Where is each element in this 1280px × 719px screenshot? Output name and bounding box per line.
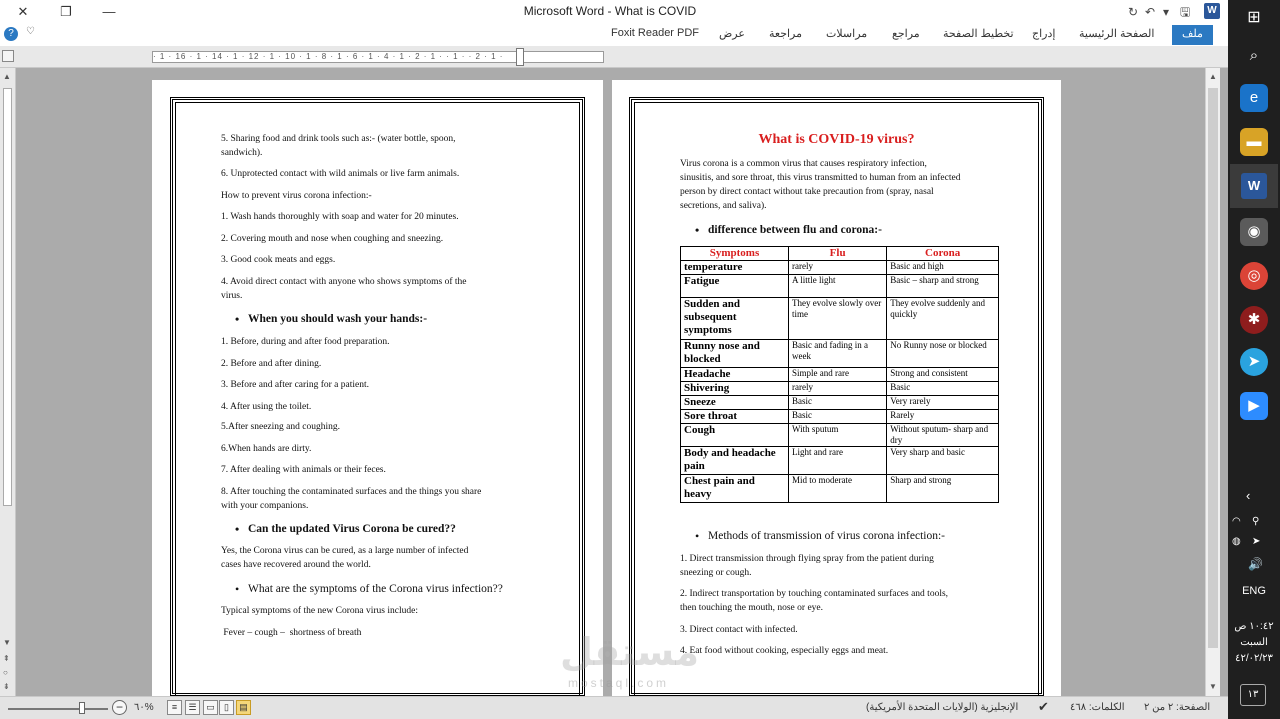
symptom-cell: Runny nose and blocked bbox=[681, 340, 789, 368]
bluetooth-icon[interactable]: ⚲ bbox=[1252, 516, 1260, 527]
vertical-ruler bbox=[0, 68, 16, 696]
table-row bbox=[681, 424, 999, 447]
text-line: cases have recovered around the world. bbox=[221, 560, 371, 570]
volume-icon[interactable]: 🔊 bbox=[1248, 557, 1263, 571]
minimize-icon[interactable]: — bbox=[102, 4, 116, 19]
file-explorer-icon[interactable]: ▬ bbox=[1240, 128, 1268, 156]
flu-cell: Simple and rare bbox=[789, 368, 887, 382]
ribbon-tabs bbox=[0, 24, 1228, 46]
corona-cell: Without sputum- sharp and dry bbox=[887, 424, 999, 447]
full-screen-reading-icon[interactable]: ▯ bbox=[219, 700, 234, 715]
clock-time[interactable]: ١٠:٤٢ ص bbox=[1234, 621, 1274, 632]
network-icon[interactable]: ◠ bbox=[1232, 516, 1241, 527]
heading-difference: • difference between flu and corona:- bbox=[708, 223, 882, 237]
tab-view[interactable]: عرض bbox=[719, 28, 745, 40]
tab-review[interactable]: مراجعة bbox=[769, 28, 803, 40]
tray-chrome-icon[interactable]: ◍ bbox=[1232, 536, 1241, 547]
corona-cell: Basic bbox=[887, 382, 999, 396]
scroll-up-icon[interactable]: ▲ bbox=[3, 72, 11, 81]
list-item: sneezing or cough. bbox=[680, 568, 752, 578]
flu-cell: A little light bbox=[789, 275, 887, 298]
flu-cell: Basic and fading in a week bbox=[789, 340, 887, 368]
corona-cell: Sharp and strong bbox=[887, 475, 999, 503]
table-row bbox=[681, 340, 999, 368]
comparison-table bbox=[680, 246, 999, 503]
zoom-slider[interactable] bbox=[8, 708, 108, 710]
text-line: Virus corona is a common virus that causes respiratory infection, bbox=[680, 159, 927, 169]
app-icon[interactable]: ✱ bbox=[1240, 306, 1268, 334]
text-line: How to prevent virus corona infection:- bbox=[221, 191, 372, 201]
list-item: 6.When hands are dirty. bbox=[221, 444, 312, 454]
page-count[interactable]: الصفحة: ٢ من ٢ bbox=[1144, 702, 1211, 713]
text-line: secretions, and saliva). bbox=[680, 201, 767, 211]
save-icon[interactable]: 🖫 bbox=[1180, 5, 1191, 19]
document-page-2[interactable] bbox=[612, 80, 1061, 696]
undo-icon[interactable]: ↶ bbox=[1145, 5, 1156, 19]
tab-mailings[interactable]: مراسلات bbox=[826, 28, 868, 40]
flu-cell: Mid to moderate bbox=[789, 475, 887, 503]
symptom-cell: Fatigue bbox=[681, 275, 789, 298]
indent-marker[interactable] bbox=[516, 48, 524, 66]
collapse-ribbon-icon[interactable]: ♡ bbox=[26, 26, 35, 37]
word-count[interactable]: الكلمات: ٤٦٨ bbox=[1070, 702, 1125, 713]
text-line: virus. bbox=[221, 291, 243, 301]
table-row bbox=[681, 447, 999, 475]
clock-date[interactable]: ٤٢/٠٢/٢٣ bbox=[1235, 653, 1273, 664]
corona-cell: Basic and high bbox=[887, 261, 999, 275]
restore-icon[interactable]: ❐ bbox=[60, 4, 72, 19]
symptom-cell: Body and headache pain bbox=[681, 447, 789, 475]
word-taskbar-icon[interactable]: W bbox=[1230, 164, 1278, 208]
tab-home[interactable]: الصفحة الرئيسية bbox=[1079, 28, 1155, 40]
telegram-icon[interactable]: ➤ bbox=[1240, 348, 1268, 376]
zoom-meetings-icon[interactable]: ▶ bbox=[1240, 392, 1268, 420]
close-icon[interactable]: ✕ bbox=[17, 4, 29, 19]
symptom-cell: Sneeze bbox=[681, 396, 789, 410]
flu-cell: Basic bbox=[789, 396, 887, 410]
text-line: sandwich). bbox=[221, 148, 263, 158]
flu-cell: Light and rare bbox=[789, 447, 887, 475]
zoom-level[interactable]: ٦٠% bbox=[134, 702, 154, 713]
ruler-bar bbox=[0, 46, 1228, 68]
tab-insert[interactable]: إدراج bbox=[1032, 28, 1056, 40]
flu-cell: They evolve slowly over time bbox=[789, 298, 887, 340]
chrome-icon[interactable]: ◎ bbox=[1240, 262, 1268, 290]
window-title: Microsoft Word - What is COVID bbox=[523, 4, 697, 18]
scroll-down-icon[interactable]: ▼ bbox=[3, 638, 11, 647]
vertical-scrollbar[interactable] bbox=[1205, 68, 1220, 696]
flu-cell: rarely bbox=[789, 382, 887, 396]
tab-page-layout[interactable]: تخطيط الصفحة bbox=[943, 28, 1014, 40]
table-body bbox=[681, 261, 999, 503]
corona-cell: Very sharp and basic bbox=[887, 447, 999, 475]
zoom-slider-thumb[interactable] bbox=[79, 702, 85, 714]
list-item: 2. Indirect transportation by touching contaminated surfaces and tools, bbox=[680, 589, 949, 599]
document-title: What is COVID-19 virus? bbox=[758, 132, 915, 147]
table-header-row bbox=[681, 247, 999, 261]
next-page-icon[interactable]: ⇟ bbox=[3, 682, 10, 691]
text-line: person by direct contact without take precaution from (spray, nasal bbox=[680, 187, 934, 197]
corona-cell: Rarely bbox=[887, 410, 999, 424]
taskbar bbox=[1228, 0, 1280, 719]
list-item: then touching the mouth, nose or eye. bbox=[680, 603, 823, 613]
symptom-cell: Chest pain and heavy bbox=[681, 475, 789, 503]
status-bar bbox=[0, 696, 1228, 719]
symptom-cell: Sore throat bbox=[681, 410, 789, 424]
heading-wash-hands: • When you should wash your hands:- bbox=[248, 312, 427, 326]
list-item: 1. Before, during and after food preparation. bbox=[221, 337, 390, 347]
flu-cell: With sputum bbox=[789, 424, 887, 447]
list-item: 7. After dealing with animals or their feces. bbox=[221, 465, 386, 475]
scrollbar-down-icon[interactable]: ▼ bbox=[1209, 682, 1217, 691]
draft-view-icon[interactable]: ≡ bbox=[167, 700, 182, 715]
list-item: 4. After using the toilet. bbox=[221, 402, 312, 412]
ruler-tab-selector[interactable] bbox=[2, 50, 14, 62]
proofing-icon[interactable]: ✔ bbox=[1038, 699, 1049, 714]
language-status[interactable]: الإنجليزية (الولايات المتحدة الأمريكية) bbox=[866, 702, 1019, 713]
column-header: Symptoms bbox=[681, 247, 789, 261]
list-item: with your companions. bbox=[221, 501, 309, 511]
symptom-cell: Cough bbox=[681, 424, 789, 447]
heading-cured: • Can the updated Virus Corona be cured?? bbox=[248, 522, 456, 536]
list-item: 3. Before and after caring for a patient. bbox=[221, 380, 369, 390]
outline-view-icon[interactable]: ☰ bbox=[185, 700, 200, 715]
list-item: 1. Direct transmission through flying spray from the patient during bbox=[680, 554, 934, 564]
text-line: 2. Covering mouth and nose when coughing and sneezing. bbox=[221, 234, 444, 244]
web-layout-icon[interactable]: ▭ bbox=[203, 700, 218, 715]
flu-cell: rarely bbox=[789, 261, 887, 275]
horizontal-ruler[interactable]: · 1 · 16 · 1 · 14 · 1 · 12 · 1 · 10 · 1 · 8 · 1 · 6 · 1 · 4 · 1 · 2 · 1 · · 1 · · 2 · 1 · bbox=[152, 51, 604, 63]
document-page-1[interactable] bbox=[152, 80, 603, 696]
table-row bbox=[681, 396, 999, 410]
redo-icon[interactable]: ↻ bbox=[1128, 5, 1139, 19]
column-header: Flu bbox=[789, 247, 887, 261]
table-row bbox=[681, 261, 999, 275]
corona-cell: No Runny nose or blocked bbox=[887, 340, 999, 368]
scrollbar-up-icon[interactable]: ▲ bbox=[1209, 72, 1217, 81]
table-row bbox=[681, 368, 999, 382]
edge-browser-icon[interactable]: e bbox=[1240, 84, 1268, 112]
previous-page-icon[interactable]: ⇞ bbox=[3, 654, 10, 663]
browse-object-icon[interactable]: ○ bbox=[3, 668, 8, 677]
text-line: Fever – cough – shortness of breath bbox=[221, 628, 362, 638]
symptom-cell: Headache bbox=[681, 368, 789, 382]
print-layout-icon[interactable]: ▤ bbox=[236, 700, 251, 715]
tray-telegram-icon[interactable]: ➤ bbox=[1252, 536, 1261, 547]
text-line: Yes, the Corona virus can be cured, as a large number of infected bbox=[221, 546, 469, 556]
text-line: 5. Sharing food and drink tools such as:- (water bottle, spoon, bbox=[221, 134, 456, 144]
notifications-icon[interactable]: ١٣ bbox=[1240, 684, 1266, 706]
list-item: 2. Before and after dining. bbox=[221, 359, 322, 369]
watermark-logo: مستقل bbox=[560, 630, 699, 674]
corona-cell: Strong and consistent bbox=[887, 368, 999, 382]
symptom-cell: Sudden and subsequent symptoms bbox=[681, 298, 789, 340]
scrollbar-thumb[interactable] bbox=[1208, 88, 1218, 648]
list-item: 5.After sneezing and coughing. bbox=[221, 422, 340, 432]
table-row bbox=[681, 475, 999, 503]
corona-cell: They evolve suddenly and quickly bbox=[887, 298, 999, 340]
corona-cell: Very rarely bbox=[887, 396, 999, 410]
list-item: 4. Eat food without cooking, especially eggs and meat. bbox=[680, 646, 889, 656]
column-header: Corona bbox=[887, 247, 999, 261]
screen-recorder-icon[interactable]: ◉ bbox=[1240, 218, 1268, 246]
table-row bbox=[681, 275, 999, 298]
clock-day[interactable]: السبت bbox=[1240, 637, 1268, 648]
heading-methods: • Methods of transmission of virus corona infection:- bbox=[708, 529, 945, 543]
title-bar bbox=[0, 0, 1228, 24]
windows-start-icon[interactable]: ⊞ bbox=[1247, 9, 1261, 26]
zoom-out-button[interactable]: − bbox=[112, 700, 127, 715]
table-row bbox=[681, 382, 999, 396]
word-app-icon: W bbox=[1204, 3, 1220, 19]
search-icon[interactable]: ⌕ bbox=[1249, 47, 1259, 64]
symptom-cell: Shivering bbox=[681, 382, 789, 396]
symptom-cell: temperature bbox=[681, 261, 789, 275]
text-line: Typical symptoms of the new Corona virus include: bbox=[221, 606, 418, 616]
vertical-ruler-track bbox=[3, 88, 12, 506]
tab-references[interactable]: مراجع bbox=[892, 28, 920, 40]
tab-foxit-reader-pdf[interactable]: Foxit Reader PDF bbox=[611, 27, 700, 39]
flu-cell: Basic bbox=[789, 410, 887, 424]
table-row bbox=[681, 410, 999, 424]
watermark-url: mostaql.com bbox=[568, 676, 670, 690]
show-hidden-icons-icon[interactable]: ‹ bbox=[1246, 488, 1251, 503]
customize-qat-icon[interactable]: ▾ bbox=[1163, 5, 1170, 19]
corona-cell: Basic – sharp and strong bbox=[887, 275, 999, 298]
text-line: sinusitis, and sore throat, this virus transmitted to human from an infected bbox=[680, 173, 961, 183]
tab-file[interactable]: ملف bbox=[1172, 25, 1213, 45]
text-line: 4. Avoid direct contact with anyone who shows symptoms of the bbox=[221, 277, 467, 287]
table-row bbox=[681, 298, 999, 340]
list-item: 3. Direct contact with infected. bbox=[680, 625, 798, 635]
text-line: 1. Wash hands thoroughly with soap and water for 20 minutes. bbox=[221, 212, 459, 222]
text-line: 6. Unprotected contact with wild animals or live farm animals. bbox=[221, 169, 460, 179]
heading-symptoms: • What are the symptoms of the Corona virus infection?? bbox=[248, 582, 503, 596]
input-language[interactable]: ENG bbox=[1242, 585, 1266, 597]
text-line: 3. Good cook meats and eggs. bbox=[221, 255, 336, 265]
list-item: 8. After touching the contaminated surfaces and the things you share bbox=[221, 487, 482, 497]
help-icon[interactable]: ? bbox=[4, 27, 18, 41]
